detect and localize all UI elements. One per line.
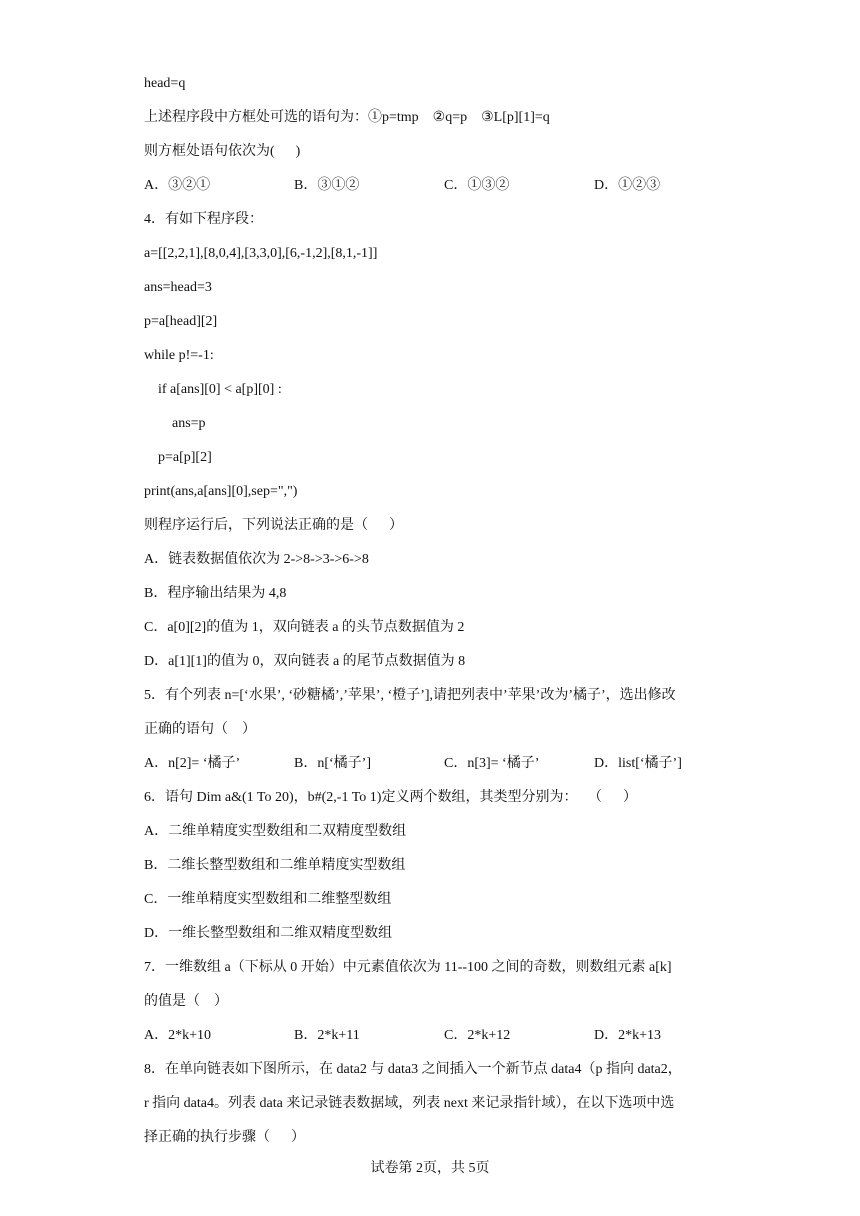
question-5-stem-line-2: 正确的语句（ ） [144, 722, 256, 737]
q6-option-b: B．二维长整型数组和二维单精度实型数组 [144, 858, 406, 873]
question-8-line-3: 择正确的执行步骤（ ） [144, 1130, 305, 1145]
question-6-stem: 6．语句 Dim a&(1 To 20)，b#(2,-1 To 1)定义两个数组，其类型分别为： （ ） [144, 790, 637, 805]
q4-code-line: while p!=-1: [144, 348, 214, 363]
question-3-stem: 则方框处语句依次为( ) [144, 144, 301, 159]
q3-option-a: A．③②① [144, 178, 211, 193]
q3-option-b: B．③①② [294, 178, 360, 193]
q7-option-d: D．2*k+13 [594, 1028, 662, 1043]
q4-code-line: if a[ans][0] < a[p][0] : [144, 382, 282, 397]
question-8-line-2: r 指向 data4。列表 data 来记录链表数据域，列表 next 来记录指针域），在以下选项中选 [144, 1096, 675, 1111]
q6-option-d: D．一维长整型数组和二维双精度型数组 [144, 926, 393, 941]
code-line-head-q: head=q [144, 76, 186, 91]
q7-option-a: A．2*k+10 [144, 1028, 212, 1043]
question-7-stem-line-1: 7．一维数组 a（下标从 0 开始）中元素值依次为 11--100 之间的奇数，则数组元素 a[k] [144, 960, 672, 975]
question-8-line-1: 8．在单向链表如下图所示，在 data2 与 data3 之间插入一个新节点 data4（p 指向 data2， [144, 1062, 682, 1077]
q3-option-c: C．①③② [444, 178, 510, 193]
question-5-stem-line-1: 5．有个列表 n=[‘水果’, ‘砂糖橘’,’苹果’, ‘橙子’],请把列表中’苹果’改为’橘子’，选出修改 [144, 688, 676, 703]
q4-code-line: ans=p [144, 416, 206, 431]
q4-code-line: p=a[head][2] [144, 314, 218, 329]
question-7-stem-line-2: 的值是（ ） [144, 994, 228, 1009]
q7-option-c: C．2*k+12 [444, 1028, 511, 1043]
q4-code-line: a=[[2,2,1],[8,0,4],[3,3,0],[6,-1,2],[8,1,-1]] [144, 246, 378, 261]
q4-option-a: A．链表数据值依次为 2->8->3->6->8 [144, 552, 369, 567]
q6-option-a: A．二维单精度实型数组和二双精度型数组 [144, 824, 407, 839]
page-footer: 试卷第 2页，共 5页 [370, 1161, 490, 1176]
q4-option-b: B．程序输出结果为 4,8 [144, 586, 287, 601]
q7-option-b: B．2*k+11 [294, 1028, 360, 1043]
q4-code-line: print(ans,a[ans][0],sep=",") [144, 484, 298, 499]
q5-option-d: D．list[‘橘子’] [594, 756, 682, 771]
q4-option-d: D．a[1][1]的值为 0，双向链表 a 的尾节点数据值为 8 [144, 654, 466, 669]
q4-code-line: ans=head=3 [144, 280, 212, 295]
q4-option-c: C．a[0][2]的值为 1，双向链表 a 的头节点数据值为 2 [144, 620, 465, 635]
q5-option-c: C．n[3]= ‘橘子’ [444, 756, 540, 771]
question-4-question: 则程序运行后，下列说法正确的是（ ） [144, 518, 403, 533]
q5-option-a: A．n[2]= ‘橘子’ [144, 756, 241, 771]
q5-option-b: B．n[‘橘子’] [294, 756, 371, 771]
q4-code-line: p=a[p][2] [144, 450, 212, 465]
question-4-stem: 4．有如下程序段： [144, 212, 263, 227]
q3-option-d: D．①②③ [594, 178, 661, 193]
q6-option-c: C．一维单精度实型数组和二维整型数组 [144, 892, 392, 907]
question-3-choices-text: 上述程序段中方框处可选的语句为：①p=tmp ②q=p ③L[p][1]=q [144, 110, 550, 125]
